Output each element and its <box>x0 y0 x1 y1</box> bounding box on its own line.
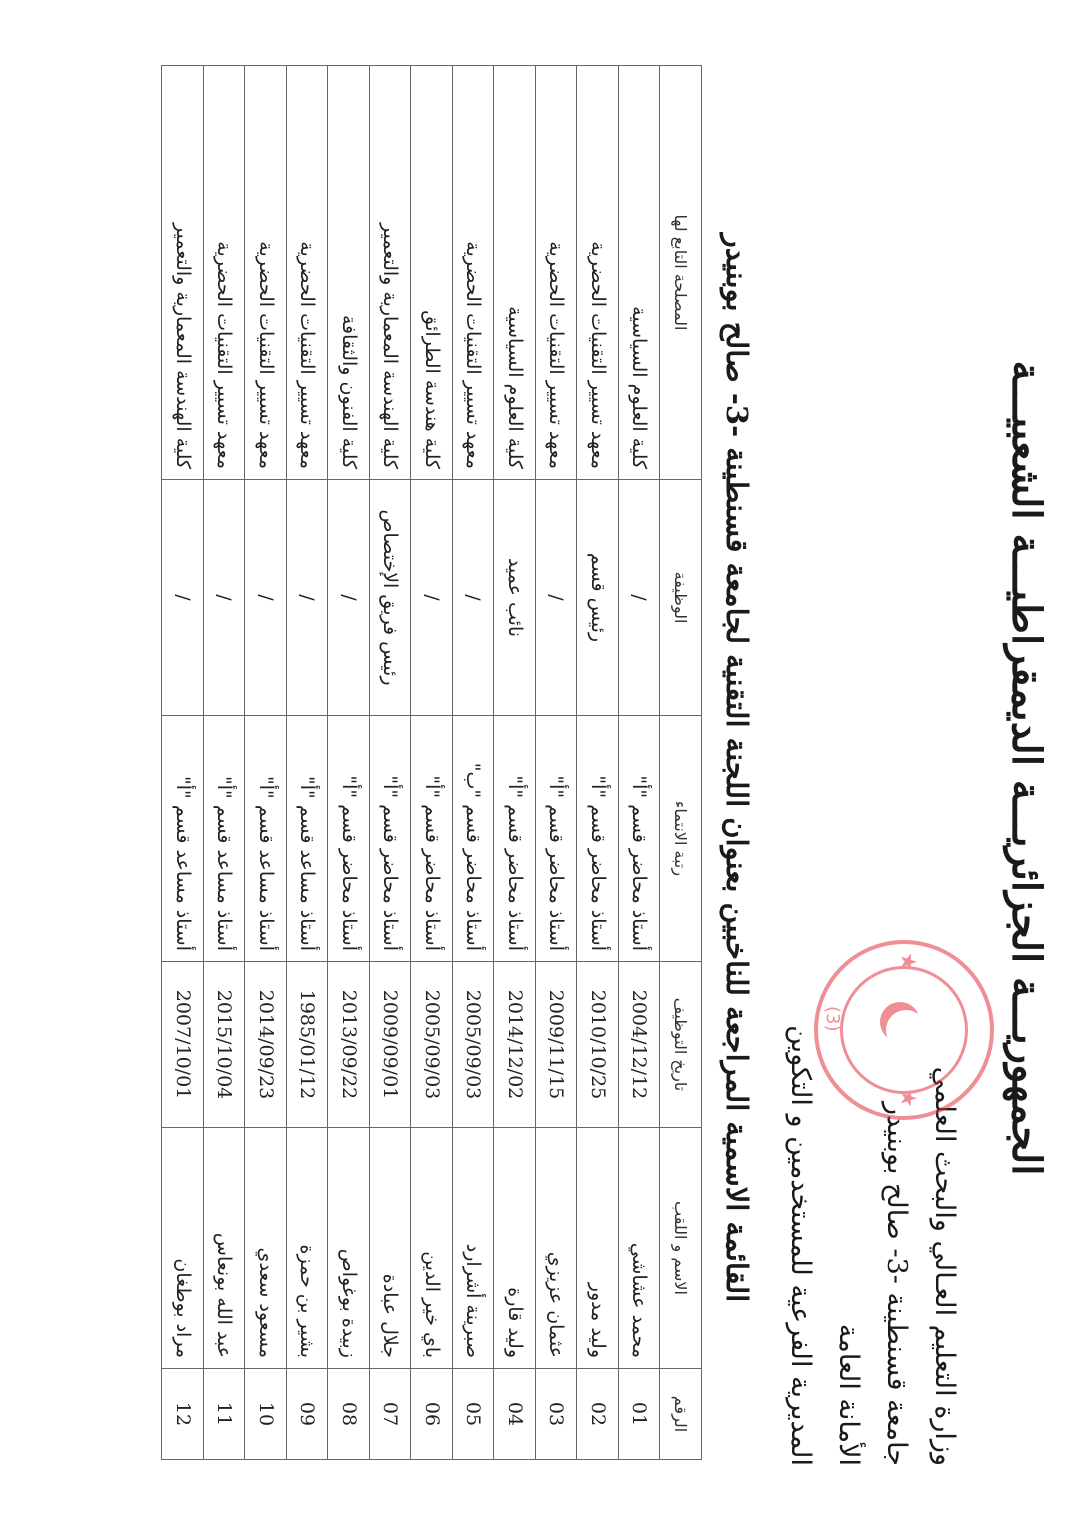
cell-rank: أستاذ مساعد قسم "أ" <box>245 716 287 962</box>
cell-num: 07 <box>370 1369 412 1460</box>
cell-function: رئيس قسم <box>577 480 619 716</box>
cell-department: معهد تسيير التقنيات الحضرية <box>204 66 246 480</box>
cell-num: 05 <box>453 1369 495 1460</box>
secretariat-line: الأمانة العامة <box>833 1323 864 1466</box>
cell-function: / <box>245 480 287 716</box>
cell-rank: أستاذ محاضر قسم "أ" <box>619 716 661 962</box>
cell-name: زبيدة بوغواص <box>328 1128 370 1369</box>
table-row <box>494 66 536 1460</box>
cell-function: / <box>411 480 453 716</box>
cell-num: 12 <box>162 1369 204 1460</box>
subdirectorate-line: المديرية الفرعية للمستخدمين و التكوين <box>785 1025 816 1466</box>
cell-rank: أستاذ محاضر قسم "أ" <box>536 716 578 962</box>
table-row <box>328 66 370 1460</box>
cell-function: / <box>453 480 495 716</box>
cell-num: 02 <box>577 1369 619 1460</box>
cell-date: 1985/01/12 <box>287 962 329 1128</box>
cell-date: 2014/09/23 <box>245 962 287 1128</box>
cell-date: 2013/09/22 <box>328 962 370 1128</box>
cell-rank: أستاذ محاضر قسم "أ" <box>494 716 536 962</box>
table-row <box>287 66 329 1460</box>
university-line: جامعة قسنطينة -3- صالح بوبنيدر <box>881 1101 912 1466</box>
cell-rank: أستاذ محاضر قسم "أ" <box>370 716 412 962</box>
table-row <box>245 66 287 1460</box>
cell-date: 2014/12/02 <box>494 962 536 1128</box>
ministry-line: وزارة التعليم العـالي والبحث العلمي <box>929 1066 960 1466</box>
cell-date: 2015/10/04 <box>204 962 246 1128</box>
cell-department: كلية الهندسة المعمارية والتعمير <box>370 66 412 480</box>
cell-rank: أستاذ محاضر قسم "أ" <box>577 716 619 962</box>
stamp-star-icon: ★ <box>895 952 920 972</box>
header-rank: رتبة الانتماء <box>660 716 702 962</box>
stamp-crescent-icon <box>886 1010 926 1050</box>
cell-name: باي خير الدين <box>411 1128 453 1369</box>
header-num: الرقم <box>660 1369 702 1460</box>
table-header-row <box>660 66 702 1460</box>
cell-department: كلية العلوم السياسية <box>494 66 536 480</box>
table-row <box>370 66 412 1460</box>
cell-rank: أستاذ محاضر قسم "أ" <box>328 716 370 962</box>
cell-department: معهد تسيير التقنيات الحضرية <box>245 66 287 480</box>
table-row <box>619 66 661 1460</box>
header-date: تاريخ التوظيف <box>660 962 702 1128</box>
official-stamp <box>814 940 994 1120</box>
cell-rank: أستاذ مساعد قسم "أ" <box>287 716 329 962</box>
cell-name: عثمان عزيزي <box>536 1128 578 1369</box>
cell-name: صبرينة أشرارد <box>453 1128 495 1369</box>
cell-name: مراد بوطغان <box>162 1128 204 1369</box>
cell-date: 2009/09/01 <box>370 962 412 1128</box>
cell-num: 11 <box>204 1369 246 1460</box>
cell-department: كلية الهندسة المعمارية والتعمير <box>162 66 204 480</box>
cell-department: كلية العلوم السياسية <box>619 66 661 480</box>
cell-num: 01 <box>619 1369 661 1460</box>
cell-num: 09 <box>287 1369 329 1460</box>
cell-num: 04 <box>494 1369 536 1460</box>
cell-date: 2009/11/15 <box>536 962 578 1128</box>
cell-name: عبد الله بونعاس <box>204 1128 246 1369</box>
cell-rank: أستاذ محاضر قسم "ب" <box>453 716 495 962</box>
cell-num: 10 <box>245 1369 287 1460</box>
cell-date: 2004/12/12 <box>619 962 661 1128</box>
cell-name: بشير بن حمزة <box>287 1128 329 1369</box>
cell-name: محمد عشاشي <box>619 1128 661 1369</box>
cell-function: / <box>204 480 246 716</box>
cell-rank: أستاذ مساعد قسم "أ" <box>204 716 246 962</box>
table-row <box>536 66 578 1460</box>
cell-name: وليد قارة <box>494 1128 536 1369</box>
cell-department: معهد تسيير التقنيات الحضرية <box>287 66 329 480</box>
cell-function: نائب عميد <box>494 480 536 716</box>
table-row <box>577 66 619 1460</box>
cell-date: 2005/09/03 <box>411 962 453 1128</box>
cell-name: جلال عبادة <box>370 1128 412 1369</box>
header-name: الاسم و اللقب <box>660 1128 702 1369</box>
cell-rank: أستاذ محاضر قسم "أ" <box>411 716 453 962</box>
cell-function: / <box>619 480 661 716</box>
cell-num: 06 <box>411 1369 453 1460</box>
stamp-star-icon: ★ <box>895 1088 920 1108</box>
cell-rank: أستاذ مساعد قسم "أ" <box>162 716 204 962</box>
cell-date: 2010/10/25 <box>577 962 619 1128</box>
stamp-number: (3) <box>822 1006 843 1032</box>
cell-department: كلية الفنون والثقافة <box>328 66 370 480</box>
cell-num: 03 <box>536 1369 578 1460</box>
header-department: المصلحة التابع لها <box>660 66 702 480</box>
table-row <box>162 66 204 1460</box>
cell-function: / <box>536 480 578 716</box>
cell-function: رئيس فريق الإختصاص <box>370 480 412 716</box>
cell-function: / <box>328 480 370 716</box>
table-row <box>453 66 495 1460</box>
cell-department: كلية هندسة الطرائق <box>411 66 453 480</box>
table-row <box>411 66 453 1460</box>
cell-department: معهد تسيير التقنيات الحضرية <box>577 66 619 480</box>
republic-heading: الجمهوريـــة الجزائريـــة الديمقراطيـــة الشعبيـــة <box>1003 360 1050 1176</box>
cell-function: / <box>287 480 329 716</box>
cell-date: 2007/10/01 <box>162 962 204 1128</box>
cell-department: معهد تسيير التقنيات الحضرية <box>536 66 578 480</box>
cell-name: وليد مدور <box>577 1128 619 1369</box>
list-title: القائمة الاسمية المراجعة للناخبين بعنوان اللجنة التقنية لجامعة قسنطينة -3- صالح بوبنيدر <box>720 233 754 1303</box>
cell-name: مسعود سعدي <box>245 1128 287 1369</box>
table-row <box>204 66 246 1460</box>
electors-table <box>162 65 703 1460</box>
cell-function: / <box>162 480 204 716</box>
cell-num: 08 <box>328 1369 370 1460</box>
header-function: الوظيفة <box>660 480 702 716</box>
cell-date: 2005/09/03 <box>453 962 495 1128</box>
cell-department: معهد تسيير التقنيات الحضرية <box>453 66 495 480</box>
